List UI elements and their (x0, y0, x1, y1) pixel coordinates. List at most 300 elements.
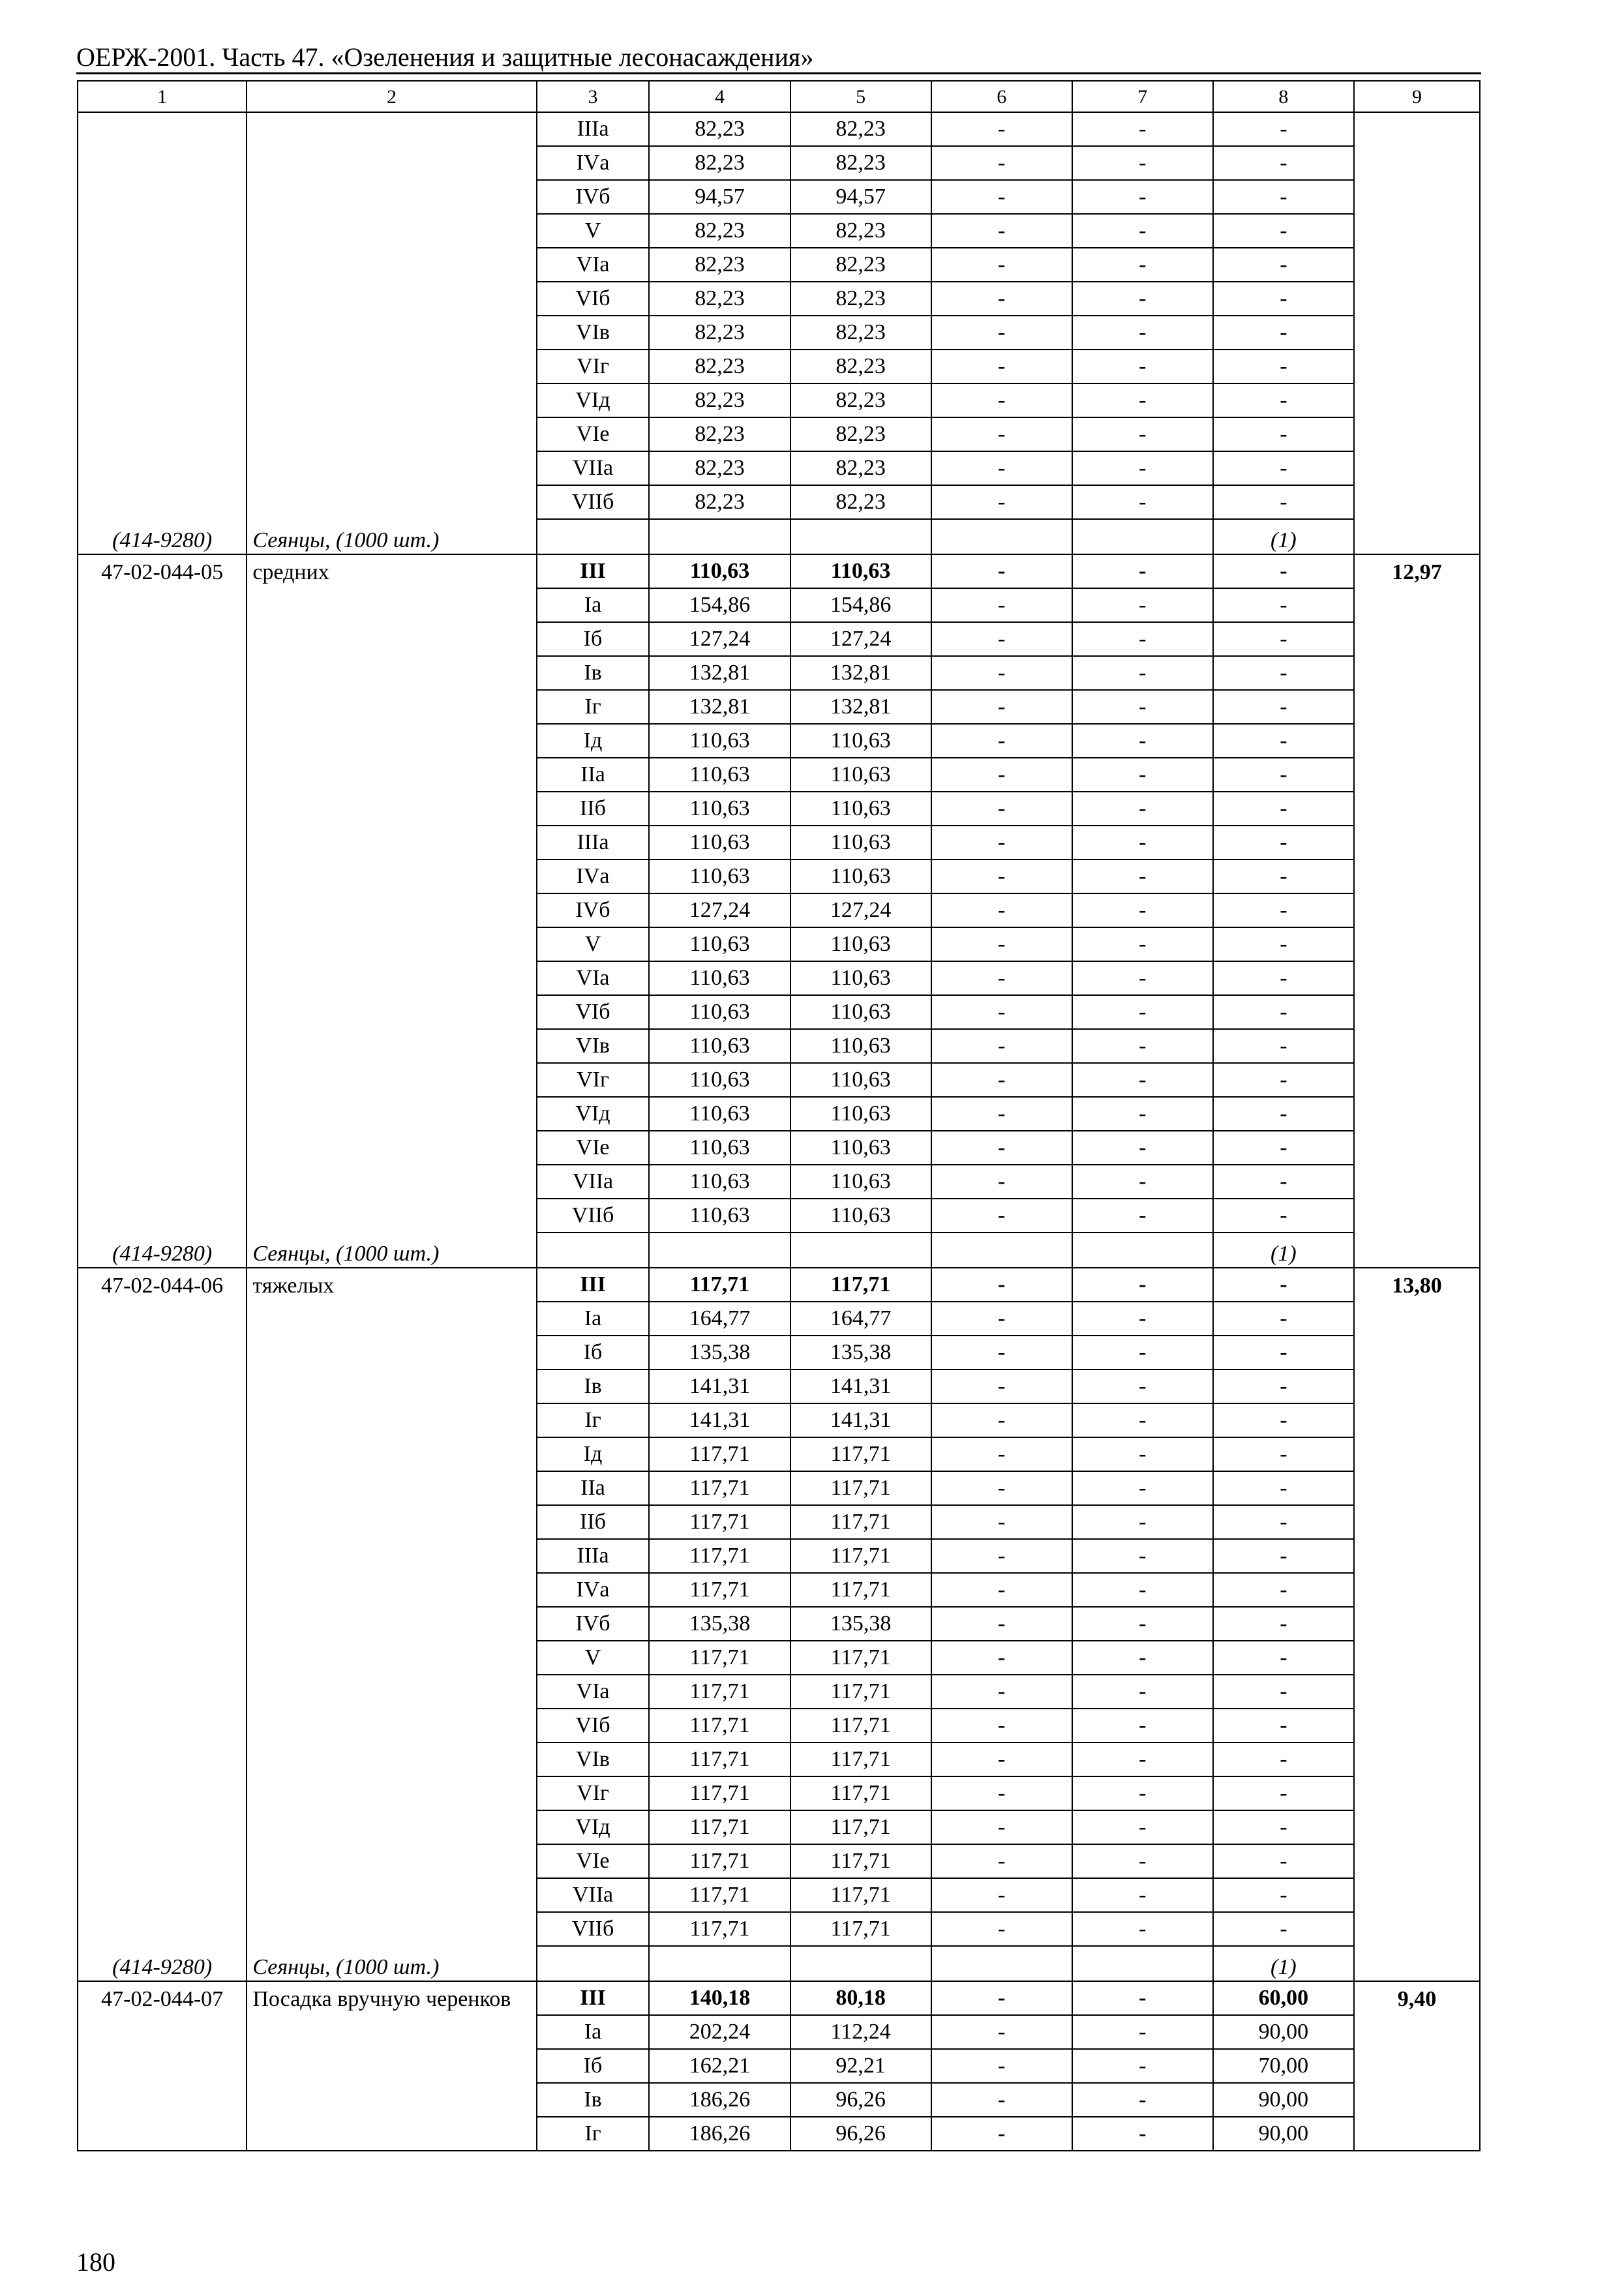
table-row (78, 112, 1480, 146)
cell-col6: - (931, 724, 1072, 758)
cell-col7: - (1072, 1810, 1213, 1844)
cell-col7: - (1072, 1165, 1213, 1199)
cell-col4: 186,26 (649, 2083, 790, 2117)
cell-col3: Iа (537, 1302, 650, 1336)
resource-name: Сеянцы, (1000 шт.) (247, 519, 536, 554)
cell-col5: 117,71 (790, 1437, 931, 1471)
cell-col8: - (1213, 1607, 1354, 1641)
cell-col6: - (931, 485, 1072, 519)
cell-col7: - (1072, 554, 1213, 588)
cell-col4: 82,23 (649, 248, 790, 282)
cell-col4: 110,63 (649, 1199, 790, 1233)
cell-col6: - (931, 1097, 1072, 1131)
cell-col4: 117,71 (649, 1878, 790, 1912)
cell-col3: III (537, 554, 650, 588)
cell-col3: Iв (537, 1369, 650, 1403)
cell-col4: 117,71 (649, 1776, 790, 1810)
cell-col3 (537, 1233, 650, 1268)
cell-col4: 117,71 (649, 1641, 790, 1675)
cell-col5: 117,71 (790, 1675, 931, 1709)
cell-col5: 117,71 (790, 1268, 931, 1302)
cell-col3: VIв (537, 1743, 650, 1776)
cell-col3: VIIб (537, 485, 650, 519)
cell-col4: 110,63 (649, 554, 790, 588)
cell-col8: - (1213, 1539, 1354, 1573)
cell-col8: - (1213, 1403, 1354, 1437)
cell-col6: - (931, 2015, 1072, 2049)
cell-col3: VIг (537, 1776, 650, 1810)
cell-col3: VIIа (537, 1165, 650, 1199)
cell-col7: - (1072, 146, 1213, 180)
cell-col6 (931, 519, 1072, 554)
cell-col8: - (1213, 451, 1354, 485)
cell-col8: - (1213, 1268, 1354, 1302)
cell-col4: 110,63 (649, 724, 790, 758)
cell-col6: - (931, 1403, 1072, 1437)
cell-col4: 127,24 (649, 622, 790, 656)
cell-col6: - (931, 1165, 1072, 1199)
column-header-1: 1 (78, 81, 247, 112)
cell-col7 (1072, 1233, 1213, 1268)
cell-col6: - (931, 961, 1072, 995)
cell-col3: VIе (537, 417, 650, 451)
cell-col3: VIе (537, 1844, 650, 1878)
cell-col7: - (1072, 724, 1213, 758)
cell-col7: - (1072, 1505, 1213, 1539)
cell-col2 (247, 112, 536, 519)
cell-col4: 164,77 (649, 1302, 790, 1336)
cell-col3: IIIа (537, 112, 650, 146)
table-row (78, 1268, 1480, 1302)
cell-col7: - (1072, 1912, 1213, 1946)
item-col9-value: 12,97 (1354, 554, 1480, 1268)
cell-col8: - (1213, 214, 1354, 248)
cell-col6: - (931, 146, 1072, 180)
cell-col6: - (931, 1539, 1072, 1573)
cell-col7: - (1072, 961, 1213, 995)
table-body (78, 112, 1480, 2151)
cell-col4: 110,63 (649, 860, 790, 893)
cell-col8: - (1213, 383, 1354, 417)
item-name: средних (247, 554, 536, 1233)
cell-col5: 82,23 (790, 282, 931, 316)
cell-col6: - (931, 927, 1072, 961)
cell-col7: - (1072, 2049, 1213, 2083)
cell-col7: - (1072, 1131, 1213, 1165)
cell-col3: Iб (537, 1336, 650, 1369)
cell-col4: 110,63 (649, 1165, 790, 1199)
cell-col8: - (1213, 1709, 1354, 1743)
cell-col8: - (1213, 248, 1354, 282)
cell-col5: 141,31 (790, 1403, 931, 1437)
cell-col8: - (1213, 1302, 1354, 1336)
cell-col6: - (931, 1369, 1072, 1403)
cell-col7: - (1072, 1641, 1213, 1675)
cell-col8: - (1213, 690, 1354, 724)
cell-col3: VIIа (537, 1878, 650, 1912)
cell-col3: VIа (537, 1675, 650, 1709)
resource-name: Сеянцы, (1000 шт.) (247, 1233, 536, 1268)
cell-col6: - (931, 248, 1072, 282)
cell-col3: IVа (537, 860, 650, 893)
cell-col4: 82,23 (649, 112, 790, 146)
cell-col3: Iа (537, 2015, 650, 2049)
cell-col8: - (1213, 1165, 1354, 1199)
cell-col4: 110,63 (649, 961, 790, 995)
cell-col5: 117,71 (790, 1641, 931, 1675)
cell-col8: 60,00 (1213, 1981, 1354, 2015)
cell-col7: - (1072, 112, 1213, 146)
cell-col6: - (931, 995, 1072, 1029)
cell-col4: 117,71 (649, 1743, 790, 1776)
cell-col5: 117,71 (790, 1776, 931, 1810)
cell-col5: 117,71 (790, 1810, 931, 1844)
resource-code: (414-9280) (78, 519, 247, 554)
cell-col5: 117,71 (790, 1709, 931, 1743)
cell-col6: - (931, 758, 1072, 792)
cell-col8: - (1213, 927, 1354, 961)
cell-col4: 82,23 (649, 417, 790, 451)
cell-col6: - (931, 1029, 1072, 1063)
cell-col7: - (1072, 1063, 1213, 1097)
cell-col8: - (1213, 826, 1354, 860)
cell-col7: - (1072, 1675, 1213, 1709)
cell-col5: 117,71 (790, 1471, 931, 1505)
cell-col5: 82,23 (790, 350, 931, 383)
cell-col8: - (1213, 282, 1354, 316)
cell-col3: Iд (537, 724, 650, 758)
cell-col5: 117,71 (790, 1912, 931, 1946)
cell-col7: - (1072, 1539, 1213, 1573)
cell-col5: 117,71 (790, 1878, 931, 1912)
item-col9-value: 9,40 (1354, 1981, 1480, 2151)
cell-col4: 135,38 (649, 1336, 790, 1369)
cell-col9 (1354, 112, 1480, 554)
rates-table (77, 80, 1481, 2151)
cell-col4: 82,23 (649, 383, 790, 417)
cell-col8: - (1213, 1878, 1354, 1912)
cell-col3: VIб (537, 995, 650, 1029)
cell-col5: 110,63 (790, 792, 931, 826)
cell-col4: 141,31 (649, 1369, 790, 1403)
cell-col8: - (1213, 180, 1354, 214)
cell-col5: 110,63 (790, 1131, 931, 1165)
cell-col3: Iб (537, 622, 650, 656)
cell-col8: 90,00 (1213, 2117, 1354, 2151)
cell-col3: VIе (537, 1131, 650, 1165)
cell-col4: 117,71 (649, 1505, 790, 1539)
column-header-5: 5 (790, 81, 931, 112)
cell-col7: - (1072, 860, 1213, 893)
cell-col3: VIг (537, 1063, 650, 1097)
cell-col4: 132,81 (649, 690, 790, 724)
cell-col6: - (931, 1776, 1072, 1810)
cell-col3: V (537, 214, 650, 248)
cell-col5: 110,63 (790, 1199, 931, 1233)
cell-col7: - (1072, 350, 1213, 383)
cell-col6: - (931, 1268, 1072, 1302)
cell-col6: - (931, 417, 1072, 451)
resource-name: Сеянцы, (1000 шт.) (247, 1946, 536, 1981)
column-header-4: 4 (649, 81, 790, 112)
cell-col6 (931, 1946, 1072, 1981)
cell-col3: III (537, 1981, 650, 2015)
cell-col4: 82,23 (649, 214, 790, 248)
table-row (78, 1981, 1480, 2015)
cell-col7: - (1072, 451, 1213, 485)
cell-col7: - (1072, 214, 1213, 248)
cell-col8: - (1213, 588, 1354, 622)
cell-col3: Iг (537, 1403, 650, 1437)
cell-col5: 117,71 (790, 1539, 931, 1573)
cell-col5: 110,63 (790, 995, 931, 1029)
cell-col3: VIв (537, 316, 650, 350)
cell-col4: 202,24 (649, 2015, 790, 2049)
cell-col3: VIIа (537, 451, 650, 485)
cell-col4: 82,23 (649, 316, 790, 350)
cell-col3: VIб (537, 282, 650, 316)
cell-col7: - (1072, 282, 1213, 316)
cell-col7 (1072, 519, 1213, 554)
cell-col6: - (931, 1844, 1072, 1878)
cell-col3: IIб (537, 792, 650, 826)
cell-col8: - (1213, 758, 1354, 792)
cell-col7: - (1072, 927, 1213, 961)
cell-col8: - (1213, 1505, 1354, 1539)
cell-col8: - (1213, 1336, 1354, 1369)
cell-col5: 82,23 (790, 146, 931, 180)
cell-col4: 117,71 (649, 1471, 790, 1505)
cell-col6: - (931, 1302, 1072, 1336)
cell-col3: VIг (537, 350, 650, 383)
cell-col3: IIIа (537, 1539, 650, 1573)
cell-col4: 110,63 (649, 927, 790, 961)
cell-col6: - (931, 1641, 1072, 1675)
cell-col5: 132,81 (790, 656, 931, 690)
cell-col5: 112,24 (790, 2015, 931, 2049)
cell-col7: - (1072, 995, 1213, 1029)
cell-col6: - (931, 282, 1072, 316)
cell-col3: Iг (537, 690, 650, 724)
column-header-9: 9 (1354, 81, 1480, 112)
cell-col5: 80,18 (790, 1981, 931, 2015)
cell-col5: 82,23 (790, 316, 931, 350)
cell-col6: - (931, 350, 1072, 383)
resource-code: (414-9280) (78, 1233, 247, 1268)
cell-col1 (78, 112, 247, 519)
cell-col5: 96,26 (790, 2083, 931, 2117)
cell-col8: - (1213, 860, 1354, 893)
cell-col7: - (1072, 690, 1213, 724)
item-code: 47-02-044-07 (78, 1981, 247, 2151)
cell-col4: 82,23 (649, 146, 790, 180)
cell-col8: - (1213, 1131, 1354, 1165)
cell-col5: 110,63 (790, 1063, 931, 1097)
cell-col3: VIд (537, 1097, 650, 1131)
cell-col8: - (1213, 1743, 1354, 1776)
cell-col7: - (1072, 417, 1213, 451)
cell-col8: - (1213, 1199, 1354, 1233)
cell-col3: VIа (537, 961, 650, 995)
title-rule (76, 72, 1481, 74)
cell-col6: - (931, 451, 1072, 485)
column-header-6: 6 (931, 81, 1072, 112)
cell-col6: - (931, 1607, 1072, 1641)
cell-col5: 110,63 (790, 927, 931, 961)
cell-col6: - (931, 1810, 1072, 1844)
cell-col4: 110,63 (649, 758, 790, 792)
cell-col4: 117,71 (649, 1573, 790, 1607)
resource-row (78, 1233, 1480, 1268)
cell-col6: - (931, 588, 1072, 622)
cell-col7: - (1072, 893, 1213, 927)
cell-col4: 94,57 (649, 180, 790, 214)
cell-col8: - (1213, 1641, 1354, 1675)
cell-col5: 135,38 (790, 1607, 931, 1641)
cell-col4: 82,23 (649, 451, 790, 485)
cell-col5: 110,63 (790, 554, 931, 588)
cell-col6: - (931, 2083, 1072, 2117)
cell-col6: - (931, 690, 1072, 724)
cell-col6: - (931, 112, 1072, 146)
cell-col5 (790, 1946, 931, 1981)
cell-col8: - (1213, 893, 1354, 927)
cell-col5: 82,23 (790, 485, 931, 519)
item-code: 47-02-044-06 (78, 1268, 247, 1946)
cell-col7: - (1072, 1302, 1213, 1336)
cell-col4: 82,23 (649, 350, 790, 383)
resource-row (78, 519, 1480, 554)
cell-col7: - (1072, 588, 1213, 622)
cell-col4: 110,63 (649, 1063, 790, 1097)
cell-col5: 135,38 (790, 1336, 931, 1369)
cell-col6: - (931, 1743, 1072, 1776)
cell-col5: 164,77 (790, 1302, 931, 1336)
cell-col5: 110,63 (790, 826, 931, 860)
cell-col4: 110,63 (649, 1131, 790, 1165)
cell-col5: 110,63 (790, 1029, 931, 1063)
cell-col7: - (1072, 1607, 1213, 1641)
cell-col7: - (1072, 1199, 1213, 1233)
cell-col3: VIв (537, 1029, 650, 1063)
cell-col6: - (931, 1471, 1072, 1505)
cell-col3: V (537, 1641, 650, 1675)
cell-col7: - (1072, 180, 1213, 214)
cell-col7: - (1072, 1403, 1213, 1437)
cell-col3: IVб (537, 180, 650, 214)
cell-col3: IVа (537, 1573, 650, 1607)
page-number: 180 (76, 2247, 115, 2277)
cell-col7: - (1072, 316, 1213, 350)
cell-col3: IVб (537, 893, 650, 927)
cell-col7: - (1072, 1743, 1213, 1776)
cell-col6: - (931, 214, 1072, 248)
cell-col4: 140,18 (649, 1981, 790, 2015)
resource-code: (414-9280) (78, 1946, 247, 1981)
cell-col5: 117,71 (790, 1743, 931, 1776)
cell-col4: 135,38 (649, 1607, 790, 1641)
cell-col6: - (931, 826, 1072, 860)
cell-col3: Iд (537, 1437, 650, 1471)
cell-col6: - (931, 1437, 1072, 1471)
cell-col4: 117,71 (649, 1675, 790, 1709)
cell-col3: Iв (537, 2083, 650, 2117)
cell-col4: 141,31 (649, 1403, 790, 1437)
cell-col4 (649, 1946, 790, 1981)
table-header (78, 81, 1480, 112)
cell-col8: - (1213, 1810, 1354, 1844)
cell-col7: - (1072, 248, 1213, 282)
cell-col3: IIа (537, 758, 650, 792)
cell-col7: - (1072, 1268, 1213, 1302)
item-name: тяжелых (247, 1268, 536, 1946)
cell-col8: - (1213, 554, 1354, 588)
cell-col4: 117,71 (649, 1912, 790, 1946)
cell-col6: - (931, 656, 1072, 690)
cell-col8: - (1213, 995, 1354, 1029)
cell-col8: - (1213, 1776, 1354, 1810)
cell-col7: - (1072, 1369, 1213, 1403)
cell-col3 (537, 1946, 650, 1981)
cell-col4 (649, 519, 790, 554)
cell-col7: - (1072, 622, 1213, 656)
cell-col7: - (1072, 1437, 1213, 1471)
cell-col6: - (931, 383, 1072, 417)
cell-col3: IVа (537, 146, 650, 180)
cell-col5 (790, 519, 931, 554)
cell-col7: - (1072, 1336, 1213, 1369)
cell-col7: - (1072, 656, 1213, 690)
cell-col3: VIIб (537, 1199, 650, 1233)
cell-col7: - (1072, 1573, 1213, 1607)
cell-col6: - (931, 1878, 1072, 1912)
cell-col5: 154,86 (790, 588, 931, 622)
item-code: 47-02-044-05 (78, 554, 247, 1233)
cell-col5: 132,81 (790, 690, 931, 724)
cell-col3: VIд (537, 1810, 650, 1844)
cell-col8: - (1213, 1097, 1354, 1131)
cell-col7: - (1072, 1776, 1213, 1810)
cell-col5: 117,71 (790, 1573, 931, 1607)
cell-col5: 110,63 (790, 961, 931, 995)
cell-col7: - (1072, 383, 1213, 417)
cell-col4: 186,26 (649, 2117, 790, 2151)
cell-col6: - (931, 180, 1072, 214)
cell-col6: - (931, 316, 1072, 350)
cell-col7: - (1072, 826, 1213, 860)
column-header-2: 2 (247, 81, 536, 112)
cell-col8: - (1213, 961, 1354, 995)
cell-col6: - (931, 1131, 1072, 1165)
cell-col5: 82,23 (790, 214, 931, 248)
cell-col5: 110,63 (790, 860, 931, 893)
cell-col4: 82,23 (649, 485, 790, 519)
cell-col6: - (931, 622, 1072, 656)
cell-col8: - (1213, 1675, 1354, 1709)
cell-col6 (931, 1233, 1072, 1268)
cell-col5: 96,26 (790, 2117, 931, 2151)
cell-col5: 110,63 (790, 1097, 931, 1131)
cell-col3: Iа (537, 588, 650, 622)
cell-col5: 141,31 (790, 1369, 931, 1403)
cell-col3: V (537, 927, 650, 961)
cell-col8: - (1213, 112, 1354, 146)
cell-col5: 82,23 (790, 383, 931, 417)
cell-col8: - (1213, 1063, 1354, 1097)
cell-col7: - (1072, 2015, 1213, 2049)
cell-col7: - (1072, 485, 1213, 519)
resource-value: (1) (1213, 1946, 1354, 1981)
